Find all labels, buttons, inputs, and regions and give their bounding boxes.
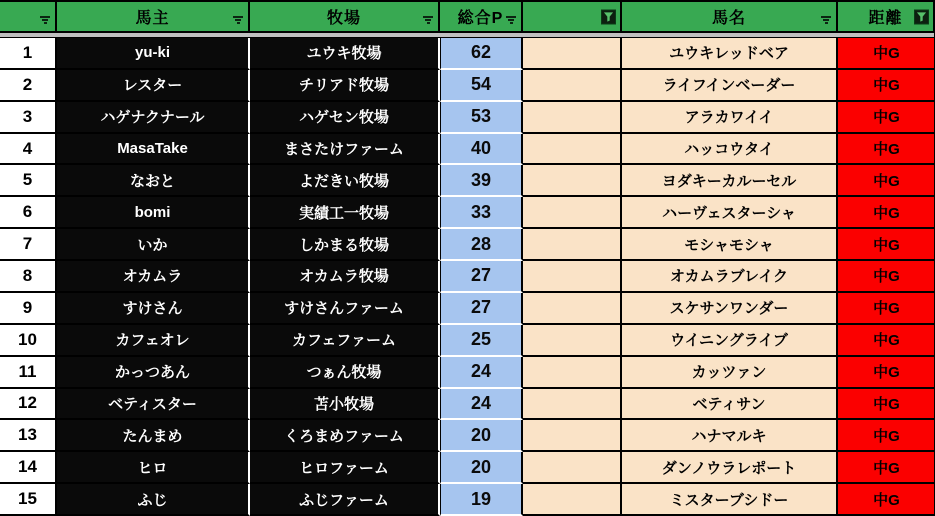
farm-cell[interactable]: くろまめファーム [250, 420, 440, 452]
filter-funnel-icon[interactable] [601, 9, 616, 24]
owner-cell[interactable]: なおと [57, 165, 250, 197]
farm-cell[interactable]: オカムラ牧場 [250, 261, 440, 293]
owner-cell[interactable]: オカムラ [57, 261, 250, 293]
distance-cell[interactable]: 中G [838, 325, 935, 357]
distance-cell[interactable]: 中G [838, 261, 935, 293]
rank-cell[interactable]: 8 [0, 261, 57, 293]
owner-cell[interactable]: ヒロ [57, 452, 250, 484]
owner-cell[interactable]: カフェオレ [57, 325, 250, 357]
blank-cell[interactable] [523, 229, 622, 261]
farm-cell[interactable]: 苫小牧場 [250, 389, 440, 421]
header-points-label: 総合P [457, 10, 504, 27]
owner-cell[interactable]: すけさん [57, 293, 250, 325]
distance-cell[interactable]: 中G [838, 38, 935, 70]
horse-name-cell[interactable]: オカムラブレイク [622, 261, 838, 293]
owner-cell[interactable]: ふじ [57, 484, 250, 516]
blank-cell[interactable] [523, 197, 622, 229]
header-owner-label: 馬主 [135, 10, 170, 27]
distance-cell[interactable]: 中G [838, 293, 935, 325]
header-farm-label: 牧場 [326, 10, 361, 27]
distance-cell[interactable]: 中G [838, 134, 935, 166]
rank-cell[interactable]: 7 [0, 229, 57, 261]
blank-cell[interactable] [523, 484, 622, 516]
distance-cell[interactable]: 中G [838, 420, 935, 452]
horse-name-cell[interactable]: ベティサン [622, 389, 838, 421]
rank-cell[interactable]: 9 [0, 293, 57, 325]
points-cell[interactable]: 33 [440, 197, 523, 229]
rank-cell[interactable]: 11 [0, 357, 57, 389]
distance-cell[interactable]: 中G [838, 197, 935, 229]
filter-dropdown-icon[interactable] [506, 16, 516, 24]
owner-cell[interactable]: yu-ki [57, 38, 250, 70]
horse-name-cell[interactable]: ユウキレッドベア [622, 38, 838, 70]
rank-cell[interactable]: 14 [0, 452, 57, 484]
blank-cell[interactable] [523, 165, 622, 197]
header-rank[interactable] [0, 2, 57, 33]
owner-cell[interactable]: いか [57, 229, 250, 261]
distance-cell[interactable]: 中G [838, 389, 935, 421]
farm-cell[interactable]: 実績工一牧場 [250, 197, 440, 229]
horse-name-cell[interactable]: ライフインベーダー [622, 70, 838, 102]
filter-funnel-icon[interactable] [914, 9, 929, 24]
owner-cell[interactable]: かっつあん [57, 357, 250, 389]
distance-cell[interactable]: 中G [838, 484, 935, 516]
header-horse-name-label: 馬名 [711, 10, 746, 27]
points-cell[interactable]: 19 [440, 484, 523, 516]
rank-cell[interactable]: 15 [0, 484, 57, 516]
horse-name-cell[interactable]: カッツァン [622, 357, 838, 389]
points-cell[interactable]: 24 [440, 357, 523, 389]
points-cell[interactable]: 40 [440, 134, 523, 166]
points-cell[interactable]: 20 [440, 452, 523, 484]
owner-cell[interactable]: MasaTake [57, 134, 250, 166]
rank-cell[interactable]: 13 [0, 420, 57, 452]
farm-cell[interactable]: つぁん牧場 [250, 357, 440, 389]
farm-cell[interactable]: しかまる牧場 [250, 229, 440, 261]
points-cell[interactable]: 27 [440, 293, 523, 325]
points-cell[interactable]: 20 [440, 420, 523, 452]
blank-cell[interactable] [523, 389, 622, 421]
farm-cell[interactable]: よだきい牧場 [250, 165, 440, 197]
farm-cell[interactable]: まさたけファーム [250, 134, 440, 166]
horse-name-cell[interactable]: ヨダキーカルーセル [622, 165, 838, 197]
distance-cell[interactable]: 中G [838, 357, 935, 389]
distance-cell[interactable]: 中G [838, 70, 935, 102]
farm-cell[interactable]: すけさんファーム [250, 293, 440, 325]
points-cell[interactable]: 24 [440, 389, 523, 421]
blank-cell[interactable] [523, 38, 622, 70]
header-farm[interactable] [250, 2, 440, 33]
blank-cell[interactable] [523, 357, 622, 389]
header-distance-label: 距離 [868, 10, 903, 27]
owner-cell[interactable]: たんまめ [57, 420, 250, 452]
distance-cell[interactable]: 中G [838, 229, 935, 261]
rank-cell[interactable]: 4 [0, 134, 57, 166]
horse-name-cell[interactable]: スケサンワンダー [622, 293, 838, 325]
rank-cell[interactable]: 12 [0, 389, 57, 421]
distance-cell[interactable]: 中G [838, 452, 935, 484]
header-distance[interactable] [838, 2, 935, 33]
rank-cell[interactable]: 6 [0, 197, 57, 229]
horse-name-cell[interactable]: ハッコウタイ [622, 134, 838, 166]
farm-cell[interactable]: ハゲセン牧場 [250, 102, 440, 134]
header-owner[interactable] [57, 2, 250, 33]
owner-cell[interactable]: レスター [57, 70, 250, 102]
rank-cell[interactable]: 2 [0, 70, 57, 102]
blank-cell[interactable] [523, 420, 622, 452]
filter-dropdown-icon[interactable] [423, 16, 433, 24]
points-cell[interactable]: 53 [440, 102, 523, 134]
points-cell[interactable]: 25 [440, 325, 523, 357]
owner-cell[interactable]: ベティスター [57, 389, 250, 421]
header-blank[interactable] [523, 2, 622, 33]
horse-name-cell[interactable]: モシャモシャ [622, 229, 838, 261]
rank-cell[interactable]: 1 [0, 38, 57, 70]
horse-name-cell[interactable]: ハーヴェスターシャ [622, 197, 838, 229]
horse-name-cell[interactable]: アラカワイイ [622, 102, 838, 134]
horse-name-cell[interactable]: ウイニングライブ [622, 325, 838, 357]
points-cell[interactable]: 54 [440, 70, 523, 102]
farm-cell[interactable]: カフェファーム [250, 325, 440, 357]
rank-cell[interactable]: 3 [0, 102, 57, 134]
horse-name-cell[interactable]: ダンノウラレポート [622, 452, 838, 484]
filter-dropdown-icon[interactable] [233, 16, 243, 24]
points-cell[interactable]: 27 [440, 261, 523, 293]
blank-cell[interactable] [523, 293, 622, 325]
owner-cell[interactable]: ハゲナクナール [57, 102, 250, 134]
points-cell[interactable]: 39 [440, 165, 523, 197]
horse-name-cell[interactable]: ミスターブシドー [622, 484, 838, 516]
farm-cell[interactable]: ふじファーム [250, 484, 440, 516]
blank-cell[interactable] [523, 102, 622, 134]
farm-cell[interactable]: チリアド牧場 [250, 70, 440, 102]
distance-cell[interactable]: 中G [838, 165, 935, 197]
blank-cell[interactable] [523, 325, 622, 357]
farm-cell[interactable]: ヒロファーム [250, 452, 440, 484]
blank-cell[interactable] [523, 70, 622, 102]
blank-cell[interactable] [523, 134, 622, 166]
horse-name-cell[interactable]: ハナマルキ [622, 420, 838, 452]
points-cell[interactable]: 28 [440, 229, 523, 261]
filter-dropdown-icon[interactable] [40, 16, 50, 24]
header-horse-name[interactable] [622, 2, 838, 33]
rank-cell[interactable]: 5 [0, 165, 57, 197]
rank-cell[interactable]: 10 [0, 325, 57, 357]
points-cell[interactable]: 62 [440, 38, 523, 70]
blank-cell[interactable] [523, 261, 622, 293]
header-points[interactable] [440, 2, 523, 33]
filter-dropdown-icon[interactable] [821, 16, 831, 24]
distance-cell[interactable]: 中G [838, 102, 935, 134]
blank-cell[interactable] [523, 452, 622, 484]
owner-cell[interactable]: bomi [57, 197, 250, 229]
farm-cell[interactable]: ユウキ牧場 [250, 38, 440, 70]
